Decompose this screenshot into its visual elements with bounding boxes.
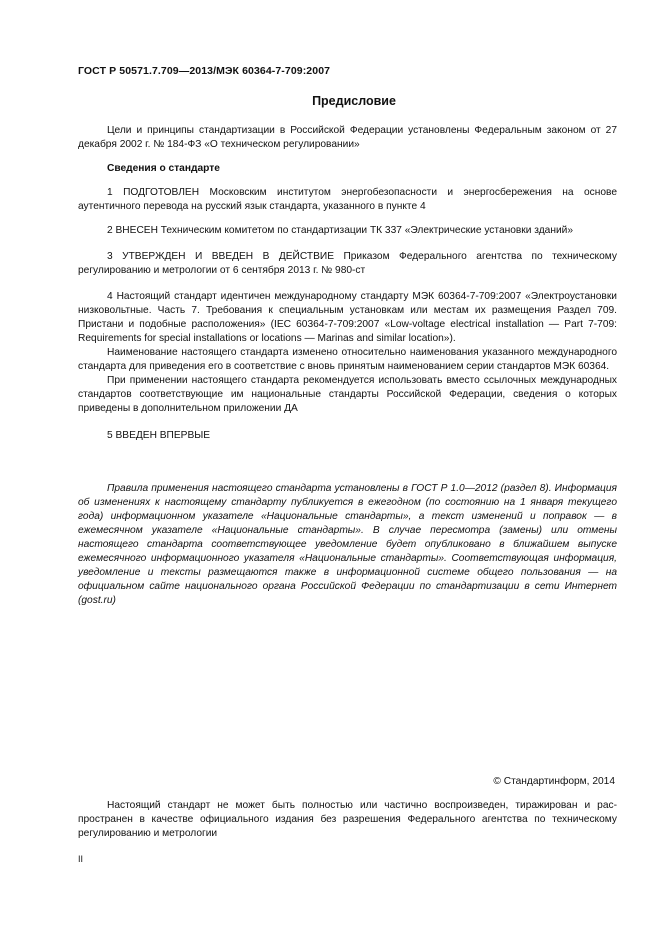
copyright-line: © Стандартинформ, 2014 (493, 776, 615, 787)
standard-designation: ГОСТ Р 50571.7.709—2013/МЭК 60364-7-709:2007 (78, 65, 331, 77)
application-notice-text: Правила применения настоящего стандарта установлены в ГОСТ Р 1.0—2012 (раздел 8). Информация об изменениях к настоящему стандарту публикуется в ежегодном (по состоянию на 1 января текущего года) информационном указателе «Национальные стандарты», а текст изменений и поправок — в ежемесячном указателе «Национальные стандарты». В случае пересмотра (замены) или отмены настоящего стандарта соответствующее уведомление будет опубликовано в ближайшем выпуске ежемесячного информационного указателя «Национальные стандарты». Соответствующая информация, уведомление и тексты размещаются также в информационной системе общего пользования — на официальном сайте национального органа Российской Федерации по стандартизации в сети Интернет (gost.ru) (78, 483, 617, 606)
intro-text: Цели и принципы стандартизации в Российской Федерации установлены Федеральным законом от 27 декабря 2002 г. № 184-ФЗ «О техническом регулировании» (78, 125, 617, 150)
page-title: Предисловие (312, 94, 396, 108)
item-3 (78, 250, 617, 278)
item-5 (78, 429, 617, 443)
item-4-reference-note: При применении настоящего стандарта рекомендуется использовать вместо ссылочных международных стандартов соответствующие им национальные стандарты Российской Федерации, сведения о которых приведены в дополнительном приложении ДА (78, 375, 617, 414)
application-notice (78, 482, 617, 608)
item-4-rename-note: Наименование настоящего стандарта изменено относительно наименования указанного международного стандарта для приведения его в соответствие с вновь принятым наименованием серии стандартов МЭК 60364. (78, 347, 617, 372)
legal-notice-text: Настоящий стандарт не может быть полностью или частично воспроизведен, тиражирован и распространен в качестве официального издания без разрешения Федерального агентства по техническому регулированию и метрологии (78, 800, 617, 839)
item-3-text: 3 УТВЕРЖДЕН И ВВЕДЕН В ДЕЙСТВИЕ Приказом Федерального агентства по техническому регулированию и метрологии от 6 сентября 2013 г. № 980-ст (78, 251, 617, 276)
legal-notice (78, 799, 617, 841)
item-5-text: 5 ВВЕДЕН ВПЕРВЫЕ (107, 430, 211, 441)
page-number: II (78, 854, 84, 864)
section-subheading: Сведения о стандарте (107, 163, 220, 174)
intro-paragraph (78, 124, 617, 152)
item-1 (78, 186, 617, 214)
item-4-text: 4 Настоящий стандарт идентичен международному стандарту МЭК 60364-7-709:2007 «Электроустановки низковольтные. Часть 7. Требования к специальным установкам или местам их размещения Раздел 709. Пристани и подобные расположения» (IEC 60364-7-709:2007 «Low-voltage electrical installation — Part 7-709: Requirements for special installations or locations — Marinas and similar location»). (78, 291, 617, 344)
item-1-text: 1 ПОДГОТОВЛЕН Московским институтом энергобезопасности и энергосбережения на основе аутентичного перевода на русский язык стандарта, указанного в пункте 4 (78, 187, 617, 212)
item-2-text: 2 ВНЕСЕН Техническим комитетом по стандартизации ТК 337 «Электрические установки зданий» (107, 225, 574, 236)
item-2 (78, 224, 617, 238)
item-4 (78, 290, 617, 416)
